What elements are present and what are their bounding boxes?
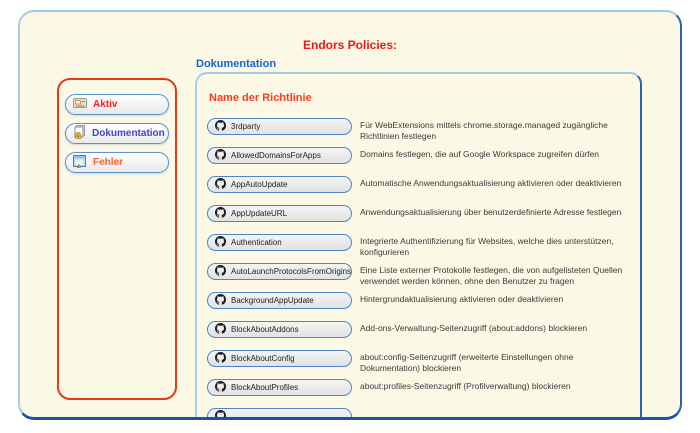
github-icon [215, 149, 226, 162]
sidebar-item-documentation[interactable] [65, 123, 169, 144]
policy-name: BlockAboutAddons [231, 325, 299, 334]
sidebar [57, 78, 177, 400]
policy-row [207, 205, 630, 234]
policy-link[interactable] [207, 321, 352, 338]
github-icon [215, 236, 226, 249]
policy-row [207, 118, 630, 147]
policy-description: Hintergrundaktualisierung aktivieren oder deaktivieren [360, 294, 564, 304]
policy-description: Eine Liste externer Protokolle festlegen, die von aufgelisteten Quellen verwendet werden können, ohne den Benutzer zu fragen [360, 265, 623, 287]
policy-row [207, 292, 630, 321]
policy-link[interactable] [207, 118, 352, 135]
github-icon [215, 381, 226, 394]
policy-link[interactable] [207, 147, 352, 164]
policy-link[interactable] [207, 408, 352, 420]
policy-name: AllowedDomainsForApps [231, 151, 321, 160]
section-subtitle: Dokumentation [196, 58, 277, 70]
documentation-icon [73, 125, 86, 142]
policy-name: AutoLaunchProtocolsFromOrigins [231, 267, 352, 276]
policy-link[interactable] [207, 292, 352, 309]
page-title: Endors Policies: [302, 38, 398, 52]
github-icon [215, 323, 226, 336]
github-icon [215, 265, 226, 278]
policy-description: Automatische Anwendungsaktualisierung aktivieren oder deaktivieren [360, 178, 622, 188]
active-policies-icon [73, 97, 87, 112]
sidebar-item-label: Aktiv [93, 99, 118, 110]
policy-list [207, 118, 630, 420]
github-icon [215, 294, 226, 307]
policy-name: AppAutoUpdate [231, 180, 288, 189]
policy-description: Add-ons-Verwaltung-Seitenzugriff (about:addons) blockieren [360, 323, 588, 333]
policy-description: about:config-Seitenzugriff (erweiterte Einstellungen ohne Dokumentation) blockieren [360, 352, 574, 374]
policy-row [207, 234, 630, 263]
policy-name: Authentication [231, 238, 282, 247]
errors-icon [73, 155, 87, 171]
policy-description: Domains festlegen, die auf Google Workspace zugreifen dürfen [360, 149, 599, 159]
policy-link[interactable] [207, 350, 352, 367]
policy-name: 3rdparty [231, 122, 261, 131]
policy-row [207, 176, 630, 205]
policy-description: about:profiles-Seitenzugriff (Profilverwaltung) blockieren [360, 381, 571, 391]
policy-name: BackgroundAppUpdate [231, 296, 314, 305]
github-icon [215, 352, 226, 365]
policy-name: AppUpdateURL [231, 209, 288, 218]
policy-row [207, 263, 630, 292]
policy-row [207, 408, 630, 420]
policy-row [207, 147, 630, 176]
policy-link[interactable] [207, 263, 352, 280]
column-header: Name der Richtlinie [209, 92, 312, 104]
policy-row [207, 350, 630, 379]
policy-row [207, 321, 630, 350]
policy-row [207, 379, 630, 408]
policy-name: BlockAboutConfig [231, 354, 295, 363]
sidebar-item-errors[interactable] [65, 152, 169, 173]
sidebar-item-label: Fehler [93, 157, 124, 168]
policy-link[interactable] [207, 176, 352, 193]
sidebar-item-label: Dokumentation [92, 128, 165, 139]
policy-link[interactable] [207, 379, 352, 396]
policy-description: Anwendungsaktualisierung über benutzerdefinierte Adresse festlegen [360, 207, 622, 217]
github-icon [215, 120, 226, 133]
github-icon [215, 410, 226, 420]
policy-name: BlockAboutProfiles [231, 383, 299, 392]
github-icon [215, 178, 226, 191]
documentation-panel [195, 72, 642, 420]
policy-description: Integrierte Authentifizierung für Websites, welche dies unterstützen, konfigurieren [360, 236, 614, 258]
policy-link[interactable] [207, 234, 352, 251]
policy-description: Für WebExtensions mittels chrome.storage.managed zugängliche Richtlinien festlegen [360, 120, 608, 142]
sidebar-item-active[interactable] [65, 94, 169, 115]
policies-window [18, 10, 682, 420]
github-icon [215, 207, 226, 220]
policy-link[interactable] [207, 205, 352, 222]
